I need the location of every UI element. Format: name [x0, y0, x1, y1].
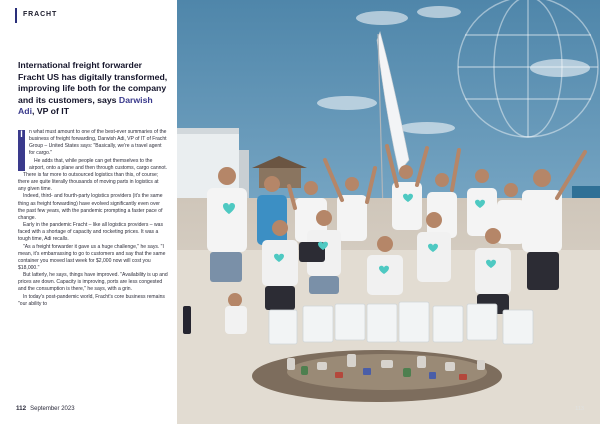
headline-person-name: Darwish Adi: [18, 94, 153, 117]
headline-suffix: , VP of IT: [32, 106, 70, 117]
collection-buckets: [269, 302, 533, 344]
paragraph-1: n what must amount to one of the best-ever summaries of the business of freight forwarding, Darwish Adi, VP of IT of Fracht Group – United States says: "Basically, we're a travel agent for cargo.": [29, 129, 167, 157]
drop-cap: [18, 130, 25, 171]
drop-cap-letter: I: [20, 129, 23, 139]
page-number: 112: [16, 405, 27, 412]
paragraph-4: Indeed, third- and fourth-party logistics providers (it's the same thing as freight forwarding) have evolved significantly even over the past few years, with the pandemic prompting a faster pace of change.: [18, 193, 163, 221]
paragraph-2: He adds that, while people can get themselves to the airport, onto a plane and then through customs, cargo cannot.: [29, 157, 168, 171]
section-label: FRACHT: [23, 11, 58, 18]
team-beach-photo: [177, 0, 600, 424]
standfirst-headline: [18, 60, 170, 118]
paragraph-7: But latterly, he says, things have improved. "Availability is up and prices are down. Capacity is improving, ports are less congested and the consumption is there," he says, with a grin.: [18, 272, 168, 293]
page-folio: [16, 405, 75, 412]
paragraph-8: In today's post-pandemic world, Fracht's core business remains "our ability to: [18, 293, 165, 307]
photo-illustration: [177, 0, 600, 424]
sea: [572, 186, 600, 200]
headline-text: International freight forwarder Fracht US has digitally transformed, improving life both for the company and its customers, says: [18, 60, 168, 105]
collected-litter-pile: [252, 350, 502, 402]
paragraph-6: "As a freight forwarder it gave us a huge challenge," he says. "I mean, it's embarrassing to go to customers and say that the same container you moved last week for $2,000 now will cost you $18,000.": [18, 243, 166, 271]
article-text-column: [0, 0, 177, 424]
paragraph-3: There is far more to outsourced logistics than this, of course; there are quite literally thousands of moving parts in logistics at any given time.: [18, 171, 159, 193]
paragraph-5: Early in the pandemic Fracht – like all logistics providers – was faced with a shortage of capacity and rocketing prices. It was a tough time, Adi recalls.: [18, 222, 163, 243]
issue-date: September 2023: [30, 406, 75, 412]
right-page-number: 113: [575, 406, 584, 412]
article-body: [18, 129, 168, 308]
section-marker: [15, 8, 17, 23]
